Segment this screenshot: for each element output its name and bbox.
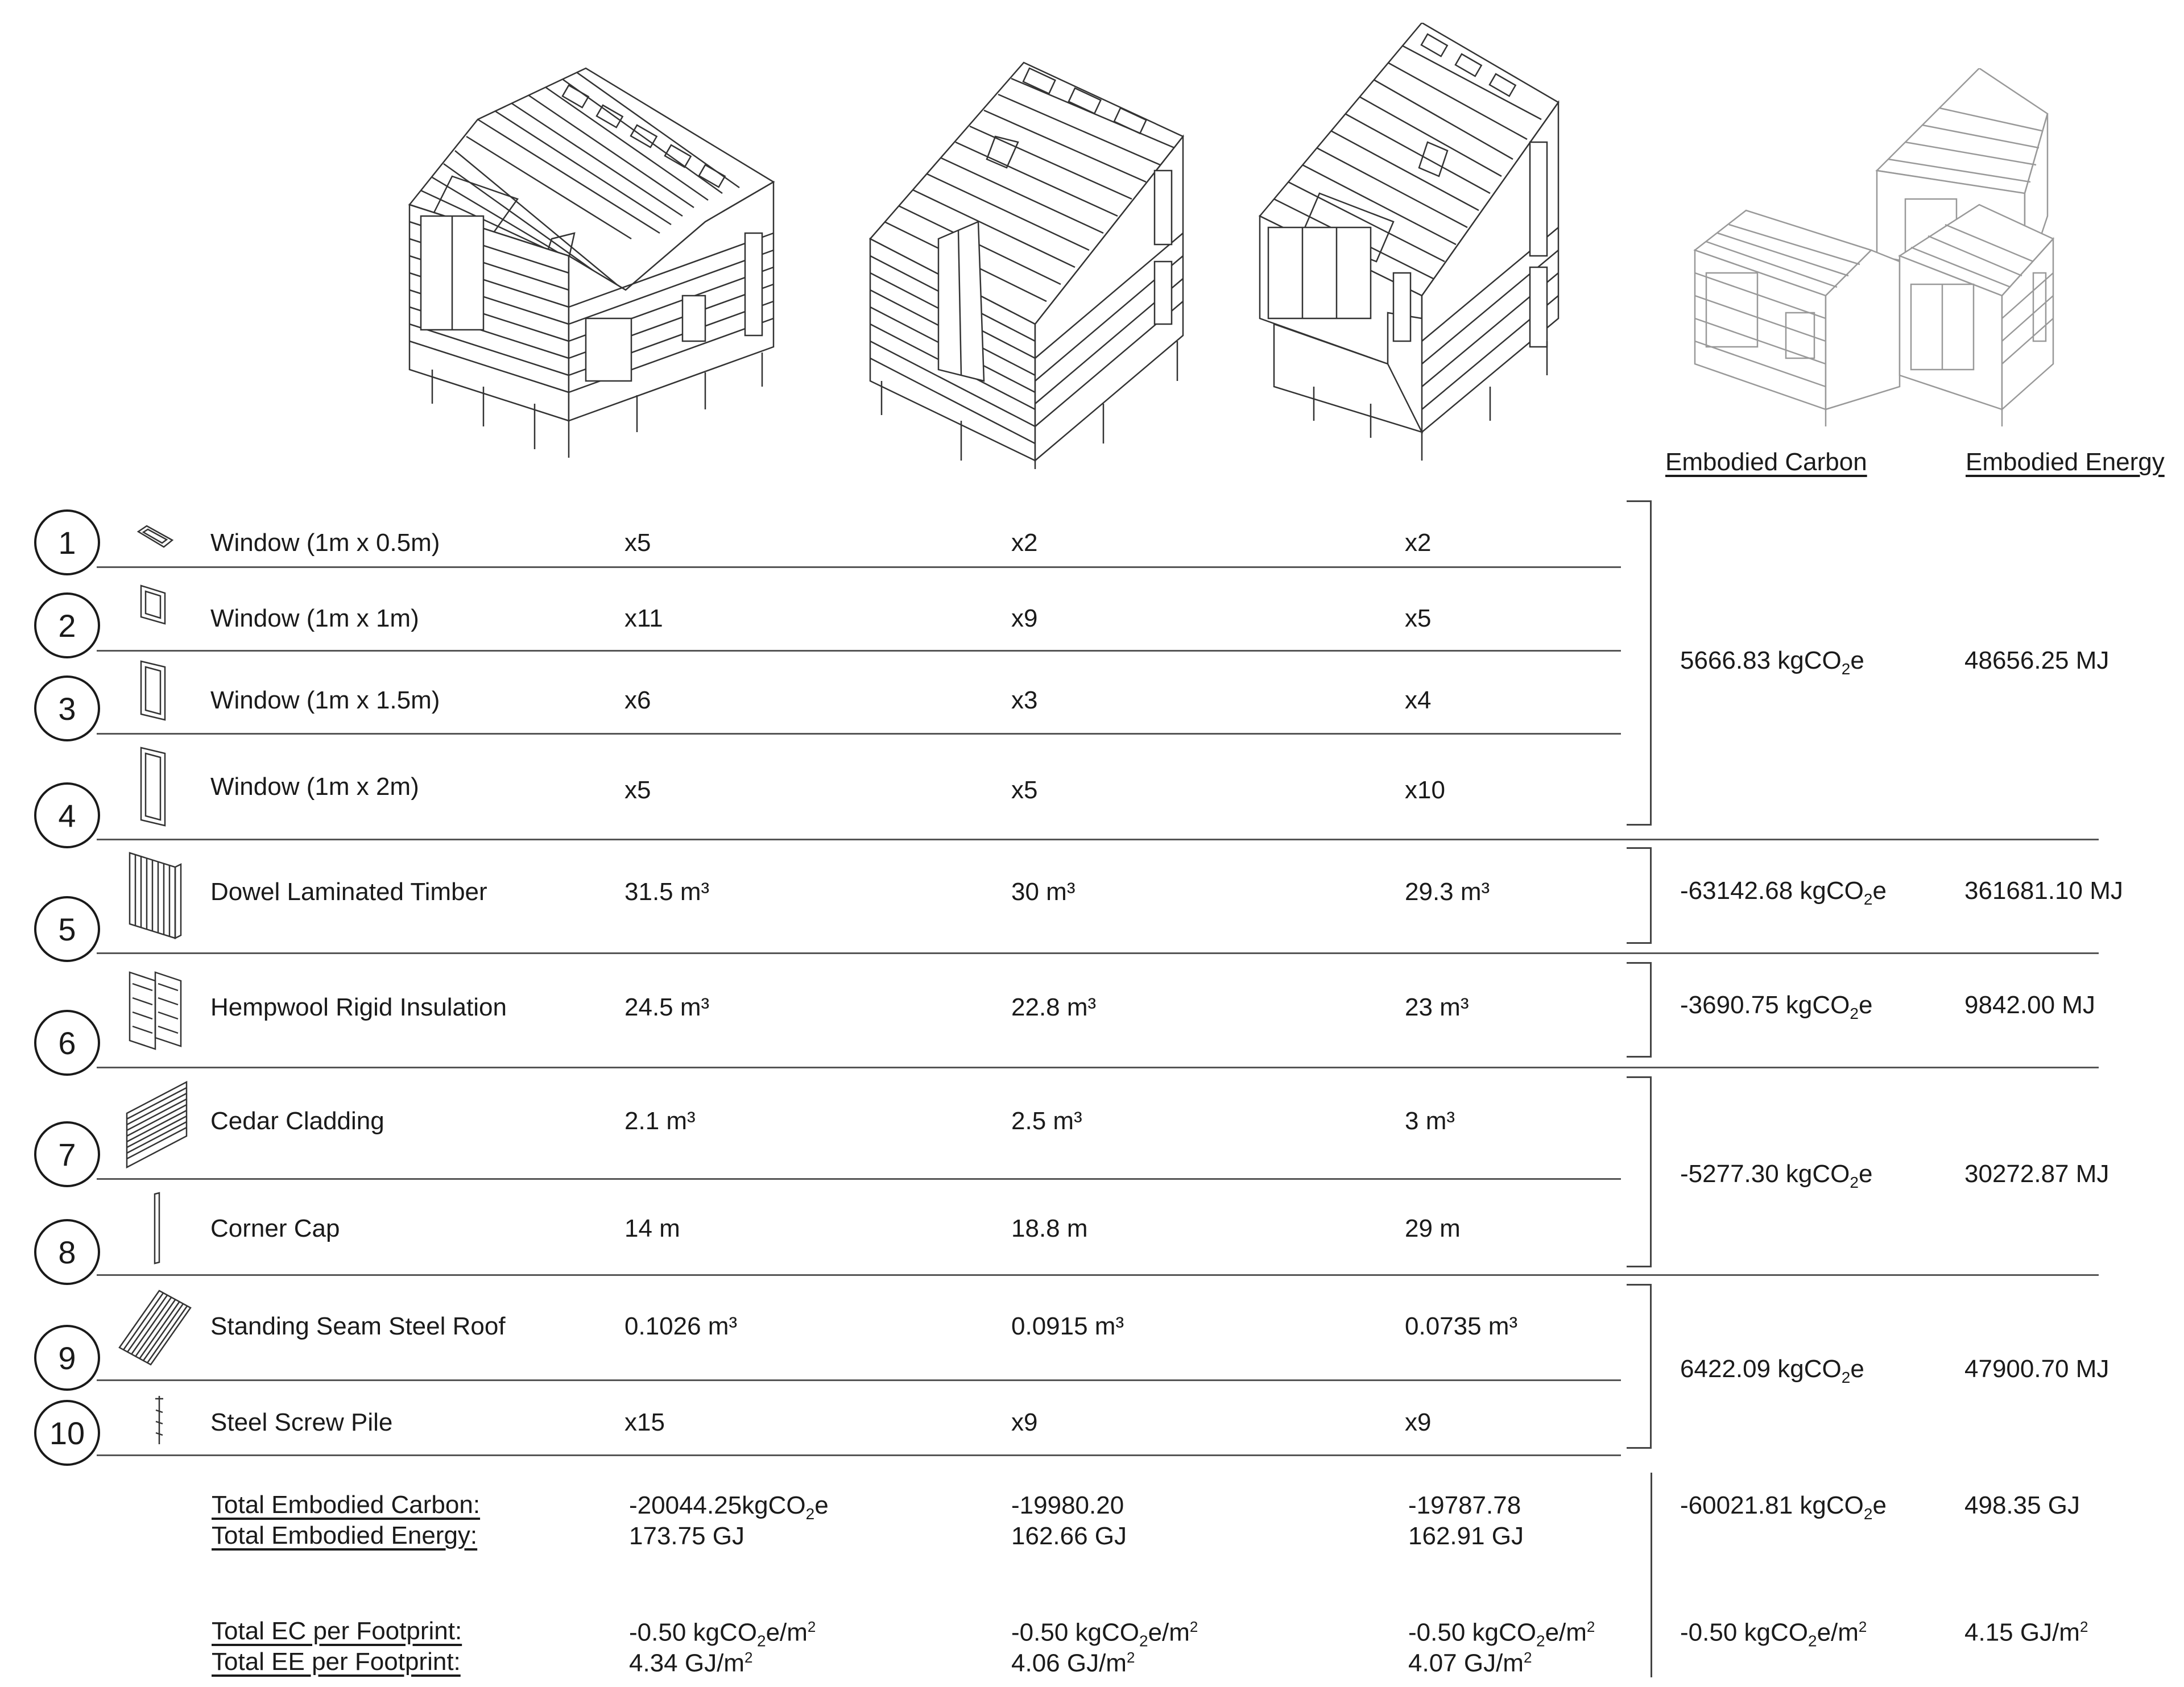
total-ec-building-a: -20044.25kgCO$_2$e: [629, 1491, 829, 1523]
window-1-5-icon: [136, 658, 171, 724]
qty-building-a: x6: [624, 686, 651, 714]
item-label-window-1x2: Window (1m x 2m): [210, 773, 419, 801]
ee-footprint-building-a: 4.34 $GJ/m^2$: [629, 1649, 753, 1677]
group-carbon-cladding: -5277.30 kgCO$_2$e: [1680, 1160, 1873, 1191]
item-label-window-1x1-5: Window (1m x 1.5m): [210, 686, 440, 714]
qty-building-b: 18.8 m: [1011, 1215, 1088, 1242]
qty-building-b: x2: [1011, 529, 1038, 557]
qty-building-c: 23 m³: [1405, 993, 1469, 1021]
group-energy-insulation: 9842.00 MJ: [1964, 991, 2095, 1019]
screw-pile-icon: [151, 1393, 168, 1447]
total-ee-building-c: 162.91 GJ: [1408, 1522, 1524, 1550]
group-carbon-insulation: -3690.75 kgCO$_2$e: [1680, 991, 1873, 1022]
ec-footprint-label: Total EC per Footprint:: [212, 1617, 462, 1645]
item-number-6: 6: [34, 1010, 100, 1076]
ee-footprint-building-c: 4.07 $GJ/m^2$: [1408, 1649, 1532, 1677]
item-label-hempwool-insulation: Hempwool Rigid Insulation: [210, 993, 507, 1021]
qty-building-a: 31.5 m³: [624, 878, 710, 906]
embodied-energy-header: Embodied Energy: [1966, 448, 2165, 476]
qty-building-c: 29.3 m³: [1405, 878, 1490, 906]
cladding-boards-icon: [124, 1079, 189, 1170]
tall-window-icon: [136, 745, 171, 830]
item-number-3: 3: [34, 675, 100, 741]
item-label-dowel-laminated-timber: Dowel Laminated Timber: [210, 878, 487, 906]
ec-footprint-building-b: -0.50 $kgCO_2e/m^2$: [1011, 1618, 1198, 1650]
total-ee-label: Total Embodied Energy:: [212, 1522, 478, 1549]
ec-footprint-building-a: -0.50 $kgCO_2e/m^2$: [629, 1618, 816, 1650]
group-carbon-windows: 5666.83 kgCO$_2$e: [1680, 646, 1864, 678]
item-number-2: 2: [34, 592, 100, 658]
row-divider: [97, 1454, 1621, 1456]
total-ec-sum: -60021.81 kgCO$_2$e: [1680, 1491, 1887, 1523]
qty-building-a: x5: [624, 529, 651, 557]
square-window-icon: [136, 583, 171, 628]
qty-building-c: x2: [1405, 529, 1432, 557]
group-bracket-insulation: [1627, 962, 1652, 1058]
ee-footprint-sum: 4.15 $GJ/m^2$: [1964, 1618, 2088, 1647]
item-number-1: 1: [34, 509, 100, 575]
group-carbon-steel: 6422.09 kgCO$_2$e: [1680, 1355, 1864, 1386]
item-label-window-1x0-5: Window (1m x 0.5m): [210, 529, 440, 557]
small-window-icon: [135, 523, 175, 552]
qty-building-a: 2.1 m³: [624, 1107, 696, 1135]
qty-building-b: x3: [1011, 686, 1038, 714]
row-divider: [97, 952, 2099, 954]
ec-footprint-sum: -0.50 $kgCO_2e/m^2$: [1680, 1618, 1867, 1650]
item-label-standing-seam-roof: Standing Seam Steel Roof: [210, 1312, 506, 1340]
qty-building-c: x5: [1405, 604, 1432, 632]
building-a-drawing: [398, 51, 819, 461]
group-bracket-timber: [1627, 847, 1652, 944]
qty-building-b: 30 m³: [1011, 878, 1076, 906]
qty-building-b: x9: [1011, 1408, 1038, 1436]
qty-building-c: 3 m³: [1405, 1107, 1455, 1135]
row-divider: [97, 733, 1621, 735]
item-number-9: 9: [34, 1325, 100, 1391]
qty-building-c: x4: [1405, 686, 1432, 714]
item-label-corner-cap: Corner Cap: [210, 1215, 340, 1242]
item-label-window-1x1: Window (1m x 1m): [210, 604, 419, 632]
group-energy-timber: 361681.10 MJ: [1964, 877, 2123, 905]
qty-building-b: 2.5 m³: [1011, 1107, 1082, 1135]
qty-building-a: x5: [624, 776, 651, 804]
row-divider: [97, 1379, 1621, 1381]
qty-building-a: 0.1026 m³: [624, 1312, 738, 1340]
qty-building-b: x5: [1011, 776, 1038, 804]
insulation-board-icon: [124, 967, 187, 1052]
qty-building-a: x11: [624, 604, 663, 632]
row-divider: [97, 1274, 2099, 1276]
item-number-7: 7: [34, 1121, 100, 1187]
qty-building-c: x9: [1405, 1408, 1432, 1436]
qty-building-b: x9: [1011, 604, 1038, 632]
item-number-4: 4: [34, 782, 100, 848]
cluster-drawing: [1684, 68, 2082, 432]
group-bracket-windows: [1627, 500, 1652, 826]
qty-building-a: x15: [624, 1408, 665, 1436]
embodied-carbon-header: Embodied Carbon: [1665, 448, 1867, 476]
row-divider: [97, 839, 2099, 840]
group-energy-cladding: 30272.87 MJ: [1964, 1160, 2109, 1188]
corner-cap-icon: [149, 1191, 166, 1265]
qty-building-c: x10: [1405, 776, 1445, 804]
qty-building-b: 0.0915 m³: [1011, 1312, 1124, 1340]
ee-footprint-label: Total EE per Footprint:: [212, 1648, 461, 1676]
row-divider: [97, 1067, 2099, 1068]
qty-building-b: 22.8 m³: [1011, 993, 1097, 1021]
group-carbon-timber: -63142.68 kgCO$_2$e: [1680, 877, 1887, 908]
qty-building-c: 29 m: [1405, 1215, 1461, 1242]
building-c-drawing: [1251, 23, 1570, 466]
group-bracket-cladding: [1627, 1076, 1652, 1267]
item-label-steel-screw-pile: Steel Screw Pile: [210, 1408, 393, 1436]
row-divider: [97, 566, 1621, 568]
ee-footprint-building-b: 4.06 $GJ/m^2$: [1011, 1649, 1135, 1677]
timber-panel-icon: [124, 850, 187, 941]
steel-roof-icon: [117, 1288, 193, 1367]
row-divider: [97, 650, 1621, 652]
item-number-10: 10: [34, 1400, 100, 1466]
total-ee-sum: 498.35 GJ: [1964, 1491, 2080, 1519]
total-ec-building-c: -19787.78: [1408, 1491, 1521, 1519]
total-ec-building-b: -19980.20: [1011, 1491, 1124, 1519]
item-number-5: 5: [34, 896, 100, 962]
qty-building-a: 24.5 m³: [624, 993, 710, 1021]
item-number-8: 8: [34, 1219, 100, 1285]
group-energy-steel: 47900.70 MJ: [1964, 1355, 2109, 1383]
total-ec-label: Total Embodied Carbon:: [212, 1491, 481, 1519]
totals-divider: [1651, 1473, 1652, 1677]
row-divider: [97, 1178, 1621, 1180]
total-ee-building-a: 173.75 GJ: [629, 1522, 745, 1550]
item-label-cedar-cladding: Cedar Cladding: [210, 1107, 384, 1135]
group-energy-windows: 48656.25 MJ: [1964, 646, 2109, 674]
qty-building-c: 0.0735 m³: [1405, 1312, 1518, 1340]
qty-building-a: 14 m: [624, 1215, 680, 1242]
ec-footprint-building-c: -0.50 $kgCO_2e/m^2$: [1408, 1618, 1595, 1650]
building-b-drawing: [864, 51, 1217, 472]
group-bracket-steel: [1627, 1284, 1652, 1449]
total-ee-building-b: 162.66 GJ: [1011, 1522, 1127, 1550]
